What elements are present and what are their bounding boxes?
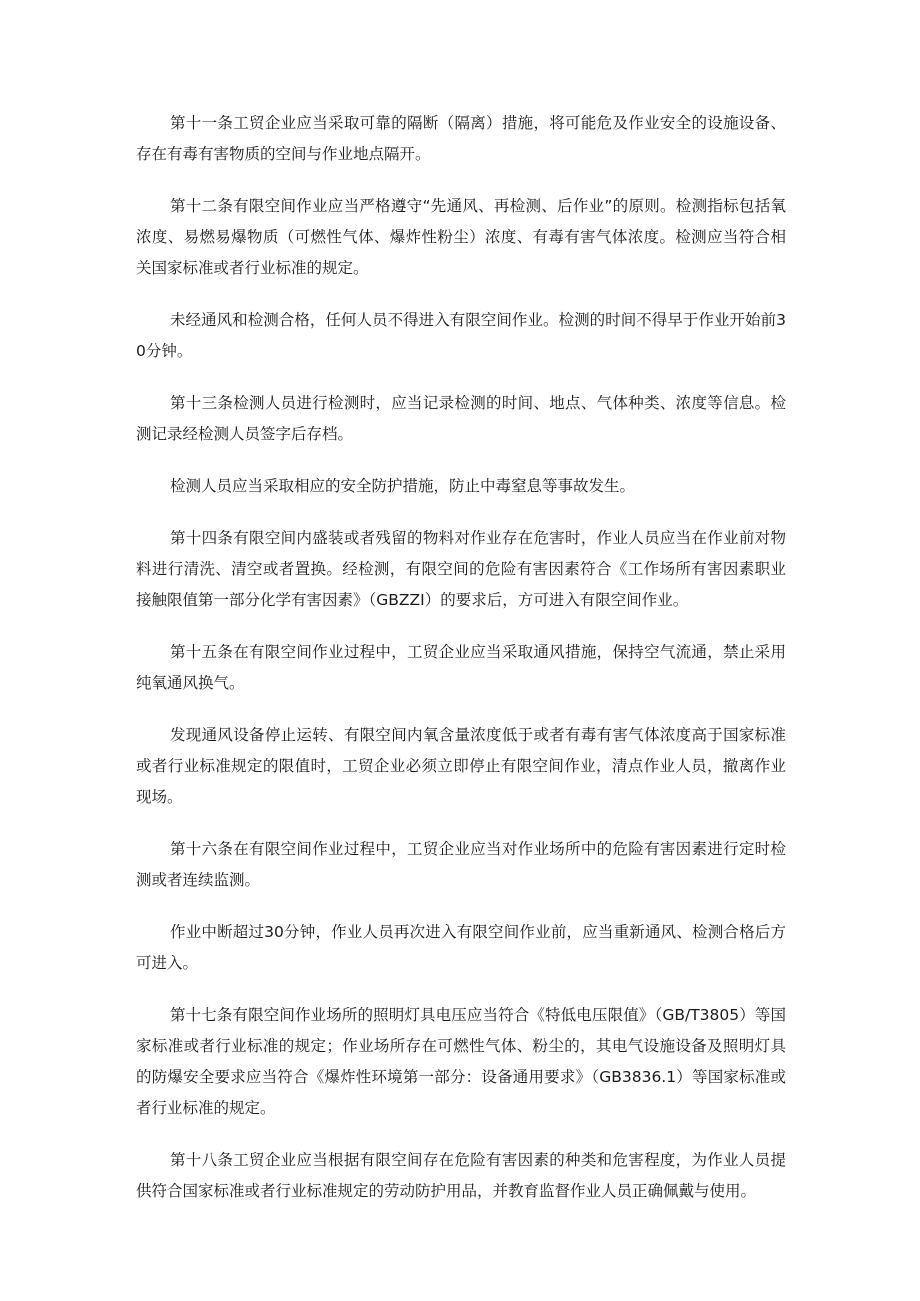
article-18-paragraph: 第十八条工贸企业应当根据有限空间存在危险有害因素的种类和危害程度，为作业人员提供符合国家标准或者行业标准规定的劳动防护用品，并教育监督作业人员正确佩戴与使用。 [136, 1151, 786, 1200]
interruption-paragraph: 作业中断超过30分钟，作业人员再次进入有限空间作业前，应当重新通风、检测合格后方可进入。 [136, 923, 786, 972]
ventilation-rule-paragraph: 未经通风和检测合格，任何人员不得进入有限空间作业。检测的时间不得早于作业开始前30分钟。 [136, 311, 786, 360]
article-13-paragraph: 第十三条检测人员进行检测时，应当记录检测的时间、地点、气体种类、浓度等信息。检测记录经检测人员签字后存档。 [136, 394, 786, 443]
article-16-paragraph: 第十六条在有限空间作业过程中，工贸企业应当对作业场所中的危险有害因素进行定时检测或者连续监测。 [136, 840, 786, 889]
article-15-paragraph: 第十五条在有限空间作业过程中，工贸企业应当采取通风措施，保持空气流通，禁止采用纯氧通风换气。 [136, 643, 786, 692]
article-17-paragraph: 第十七条有限空间作业场所的照明灯具电压应当符合《特低电压限值》（GB/T3805）等国家标准或者行业标准的规定；作业场所存在可燃性气体、粉尘的，其电气设施设备及照明灯具的防爆安全要求应当符合《爆炸性环境第一部分：设备通用要求》（GB3836.1）等国家标准或者行业标准的规定。 [136, 1006, 786, 1117]
document-body [136, 108, 786, 1228]
protection-measures-paragraph: 检测人员应当采取相应的安全防护措施，防止中毒窒息等事故发生。 [170, 477, 636, 495]
article-11-paragraph: 第十一条工贸企业应当采取可靠的隔断（隔离）措施，将可能危及作业安全的设施设备、存在有毒有害物质的空间与作业地点隔开。 [136, 114, 786, 163]
article-12-paragraph: 第十二条有限空间作业应当严格遵守“先通风、再检测、后作业”的原则。检测指标包括氧浓度、易燃易爆物质（可燃性气体、爆炸性粉尘）浓度、有毒有害气体浓度。检测应当符合相关国家标准或者行业标准的规定。 [136, 197, 786, 277]
article-14-paragraph: 第十四条有限空间内盛装或者残留的物料对作业存在危害时，作业人员应当在作业前对物料进行清洗、清空或者置换。经检测，有限空间的危险有害因素符合《工作场所有害因素职业接触限值第一部分化学有害因素》（GBZZI）的要求后，方可进入有限空间作业。 [136, 529, 786, 609]
stop-work-paragraph: 发现通风设备停止运转、有限空间内氧含量浓度低于或者有毒有害气体浓度高于国家标准或者行业标准规定的限值时，工贸企业必须立即停止有限空间作业，清点作业人员，撤离作业现场。 [136, 726, 786, 806]
